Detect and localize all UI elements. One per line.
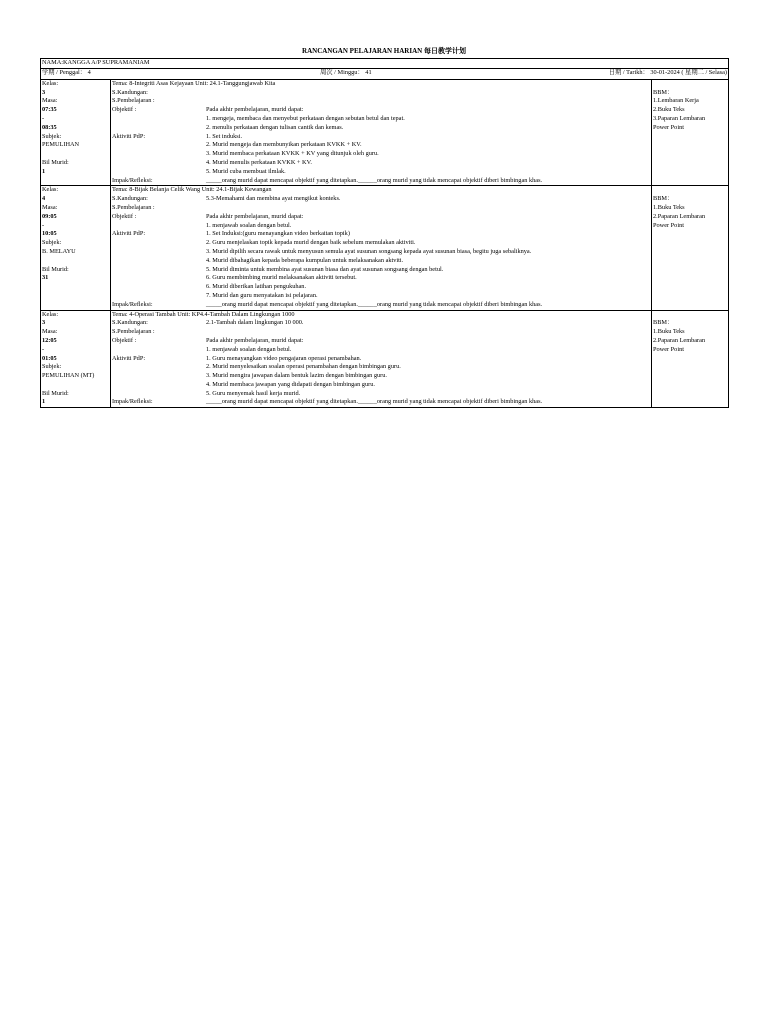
teaching-aid-item: 1.Buku Teks	[653, 203, 685, 211]
reflection-value: _____orang murid dapat mencapai objektif yang ditetapkan.______orang murid yang tidak mencapai objektif diberi bimbingan khas.	[206, 176, 543, 184]
time-label: Masa:	[42, 97, 58, 105]
teaching-aid-item: 2.Buku Teks	[653, 106, 685, 114]
spacer-line	[42, 381, 109, 390]
activity-item-line	[112, 390, 650, 399]
objective-item: 2. menulis perkataan dengan tulisan cantik dan kemas.	[206, 123, 344, 131]
lesson-content-cell	[111, 310, 652, 408]
time-start: 07:35	[42, 106, 57, 114]
activity-item: 6. Guru membimbing murid melaksanakan aktiviti tersebut.	[206, 274, 357, 282]
spacer-line	[42, 150, 109, 159]
time-end: 01:05	[42, 354, 57, 362]
time-start: 12:05	[42, 336, 57, 344]
lesson-row	[41, 310, 729, 408]
time-end: 08:35	[42, 123, 57, 131]
teaching-aids-label: BBM：	[653, 319, 674, 327]
subject-value: B. MELAYU	[42, 247, 76, 255]
activity-item: 5. Guru menyemak hasil kerja murid.	[206, 389, 301, 397]
time-start: 09:05	[42, 212, 57, 220]
term-label: 学期 / Penggal： 4	[42, 68, 91, 76]
activity-item-line	[112, 257, 650, 266]
student-count-label: Bil Murid:	[42, 389, 69, 397]
content-standard-value: 5.3-Memahami dan membina ayat mengikut konteks.	[206, 195, 341, 203]
teaching-aids-label: BBM：	[653, 195, 674, 203]
activity-item-line	[112, 363, 650, 372]
objective-line	[112, 106, 650, 115]
activity-item-line	[112, 159, 650, 168]
activity-item-line	[112, 266, 650, 275]
reflection-line	[112, 301, 650, 310]
activity-item: 5. Murid cuba membuat ilmlak.	[206, 167, 286, 175]
lesson-row	[41, 186, 729, 310]
theme-unit: Tema: 4-Operasi Tambah Unit: KP4.4-Tambah Dalam Lingkungan 1000	[112, 310, 295, 318]
objective-item-line	[112, 346, 650, 355]
learning-standard-label: S.Pembelajaran :	[112, 203, 155, 211]
activity-item: 7. Murid dan guru menyatakan isi pelajaran.	[206, 291, 318, 299]
lesson-info-cell	[41, 79, 111, 186]
activity-item-line	[112, 355, 650, 364]
header-name-row	[41, 59, 729, 69]
activity-item: 1. Guru menayangkan video pengajaran operasi penambahan.	[206, 354, 362, 362]
teaching-aid-item: 1.Buku Teks	[653, 328, 685, 336]
teaching-aids-cell	[652, 186, 729, 310]
objective-item: 1. mengeja, membaca dan menyebut perkataan dengan sebutan betul dan tepat.	[206, 114, 405, 122]
reflection-label: Impak/Refleksi:	[112, 300, 153, 308]
page-title: RANCANGAN PELAJARAN HARIAN 每日教学计划	[302, 47, 466, 55]
activity-item-line	[112, 150, 650, 159]
spacer-line	[653, 186, 727, 195]
student-count-label: Bil Murid:	[42, 158, 69, 166]
objective-label: Objektif :	[112, 106, 137, 114]
objective-value: Pada akhir pembelajaran, murid dapat:	[206, 106, 304, 114]
student-count-value: 1	[42, 398, 46, 406]
activity-item-line	[112, 292, 650, 301]
content-standard-line	[112, 89, 650, 98]
class-label: Kelas:	[42, 186, 59, 194]
learning-standard-label: S.Pembelajaran :	[112, 328, 155, 336]
teaching-aid-item: Power Point	[653, 345, 684, 353]
lesson-row	[41, 79, 729, 186]
learning-standard-line	[112, 97, 650, 106]
activity-item: 4. Murid dibahagikan kepada beberapa kumpulan untuk melaksanakan aktviti.	[206, 256, 404, 264]
learning-standard-line	[112, 204, 650, 213]
activity-item: 2. Guru menjelaskan topik kepada murid dengan baik sebelum memulakan aktiviti.	[206, 239, 416, 247]
objective-label: Objektif :	[112, 336, 137, 344]
teaching-aid-item: 1.Lembaran Kerja	[653, 97, 699, 105]
lesson-content-cell	[111, 79, 652, 186]
teaching-aids-cell	[652, 79, 729, 186]
class-value: 3	[42, 319, 46, 327]
lesson-info-cell	[41, 186, 111, 310]
content-standard-line	[112, 195, 650, 204]
activity-item-line	[112, 168, 650, 177]
class-label: Kelas:	[42, 79, 59, 87]
subject-label: Subjek:	[42, 132, 62, 140]
student-count-value: 31	[42, 274, 49, 282]
time-end: 10:05	[42, 230, 57, 238]
teaching-aid-item: Power Point	[653, 221, 684, 229]
teaching-aid-item: 3.Paparan Lembaran	[653, 114, 706, 122]
activity-item: 5. Murid diminta untuk membina ayat susunan biasa dan ayat susunan songsang dengan betul.	[206, 265, 444, 273]
objective-value: Pada akhir pembelajaran, murid dapat:	[206, 212, 304, 220]
reflection-value: _____orang murid dapat mencapai objektif yang ditetapkan.______orang murid yang tidak mencapai objektif diberi bimbingan khas.	[206, 398, 543, 406]
activity-item: 3. Murid dipilih secara rawak untuk menyusun semula ayat susunan songsang kepada ayat susunan biasa, begitu juga sebaliknya.	[206, 247, 532, 255]
student-count-value: 1	[42, 167, 46, 175]
activity-label: Aktiviti PdP:	[112, 230, 146, 238]
activity-label: Aktiviti PdP:	[112, 132, 146, 140]
activity-item-line	[112, 372, 650, 381]
theme-unit: Tema: 8-Integriti Asas Kejayaan Unit: 24.1-Tanggungjawab Kita	[112, 79, 276, 87]
activity-item: 6. Murid diberikan latihan pengukuhan.	[206, 283, 307, 291]
activity-item: 4. Murid membaca jawapan yang didapati dengan bimbingan guru.	[206, 380, 375, 388]
time-label: Masa:	[42, 203, 58, 211]
objective-label: Objektif :	[112, 212, 137, 220]
class-value: 4	[42, 195, 46, 203]
reflection-value: _____orang murid dapat mencapai objektif yang ditetapkan.______orang murid yang tidak mencapai objektif diberi bimbingan khas.	[206, 300, 543, 308]
content-standard-label: S.Kandungan:	[112, 319, 148, 327]
teaching-aid-item: Power Point	[653, 123, 684, 131]
teaching-aids-cell	[652, 310, 729, 408]
activity-item-line	[112, 248, 650, 257]
class-value: 3	[42, 88, 46, 96]
content-standard-line	[112, 319, 650, 328]
subject-value: PEMULIHAN	[42, 141, 80, 149]
objective-line	[112, 213, 650, 222]
subject-value: PEMULIHAN (MT)	[42, 372, 95, 380]
header-term-row	[41, 68, 729, 79]
time-label: Masa:	[42, 328, 58, 336]
learning-standard-line	[112, 328, 650, 337]
content-standard-value: 2.1-Tambah dalam lingkungan 10 000.	[206, 319, 304, 327]
time-separator: -	[42, 114, 45, 122]
objective-value: Pada akhir pembelajaran, murid dapat:	[206, 336, 304, 344]
activity-item-line	[112, 133, 650, 142]
teaching-aid-item: 2.Paparan Lembaran	[653, 212, 706, 220]
activity-item: 4. Murid menulis perkataan KVKK + KV.	[206, 158, 312, 166]
date-label: 日期 / Tarikh： 30-01-2024 ( 星期二 / Selasa)	[608, 68, 727, 76]
reflection-label: Impak/Refleksi:	[112, 176, 153, 184]
class-label: Kelas:	[42, 310, 59, 318]
reflection-line	[112, 398, 650, 407]
objective-item-line	[112, 222, 650, 231]
activity-item: 2. Murid menyelesaikan soalan operasi penambahan dengan bimbingan guru.	[206, 363, 401, 371]
spacer-line	[653, 80, 727, 89]
subject-label: Subjek:	[42, 363, 62, 371]
teacher-name: NAMA:KANGGA A/P SUPRAMANIAM	[42, 59, 150, 66]
content-standard-label: S.Kandungan:	[112, 88, 148, 96]
reflection-line	[112, 177, 650, 186]
activity-item: 3. Murid mengira jawapan dalam bentuk lazim dengan bimbingan guru.	[206, 372, 387, 380]
activity-item: 2. Murid mengeja dan membunyikan perkataan KVKK + KV.	[206, 141, 362, 149]
activity-item: 3. Murid membaca perkataan KVKK + KV yang ditunjuk oleh guru.	[206, 150, 379, 158]
activity-item-line	[112, 141, 650, 150]
activity-item: 1. Set induksi.	[206, 132, 243, 140]
activity-item-line	[112, 381, 650, 390]
week-label: 周次 / Minggu： 41	[320, 68, 372, 76]
subject-label: Subjek:	[42, 239, 62, 247]
time-separator: -	[42, 345, 45, 353]
learning-standard-label: S.Pembelajaran :	[112, 97, 155, 105]
objective-item-line	[112, 115, 650, 124]
activity-item-line	[112, 230, 650, 239]
activity-item-line	[112, 239, 650, 248]
theme-unit: Tema: 8-Bijak Belanja Celik Wang Unit: 24.1-Bijak Kewangan	[112, 186, 272, 194]
objective-item: 1. menjawab soalan dengan betul.	[206, 345, 292, 353]
objective-item: 1. menjawab soalan dengan betul.	[206, 221, 292, 229]
spacer-line	[653, 311, 727, 320]
teaching-aid-item: 2.Paparan Lembaran	[653, 336, 706, 344]
objective-line	[112, 337, 650, 346]
time-separator: -	[42, 221, 45, 229]
activity-label: Aktiviti PdP:	[112, 354, 146, 362]
lesson-plan-table	[40, 58, 729, 408]
spacer-line	[42, 257, 109, 266]
lesson-info-cell	[41, 310, 111, 408]
objective-item-line	[112, 124, 650, 133]
activity-item-line	[112, 274, 650, 283]
reflection-label: Impak/Refleksi:	[112, 398, 153, 406]
activity-item: 1. Set Induksi:(guru menayangkan video berkaitan topik)	[206, 230, 350, 238]
teaching-aids-label: BBM：	[653, 88, 674, 96]
activity-item-line	[112, 283, 650, 292]
lesson-content-cell	[111, 186, 652, 310]
student-count-label: Bil Murid:	[42, 265, 69, 273]
content-standard-label: S.Kandungan:	[112, 195, 148, 203]
